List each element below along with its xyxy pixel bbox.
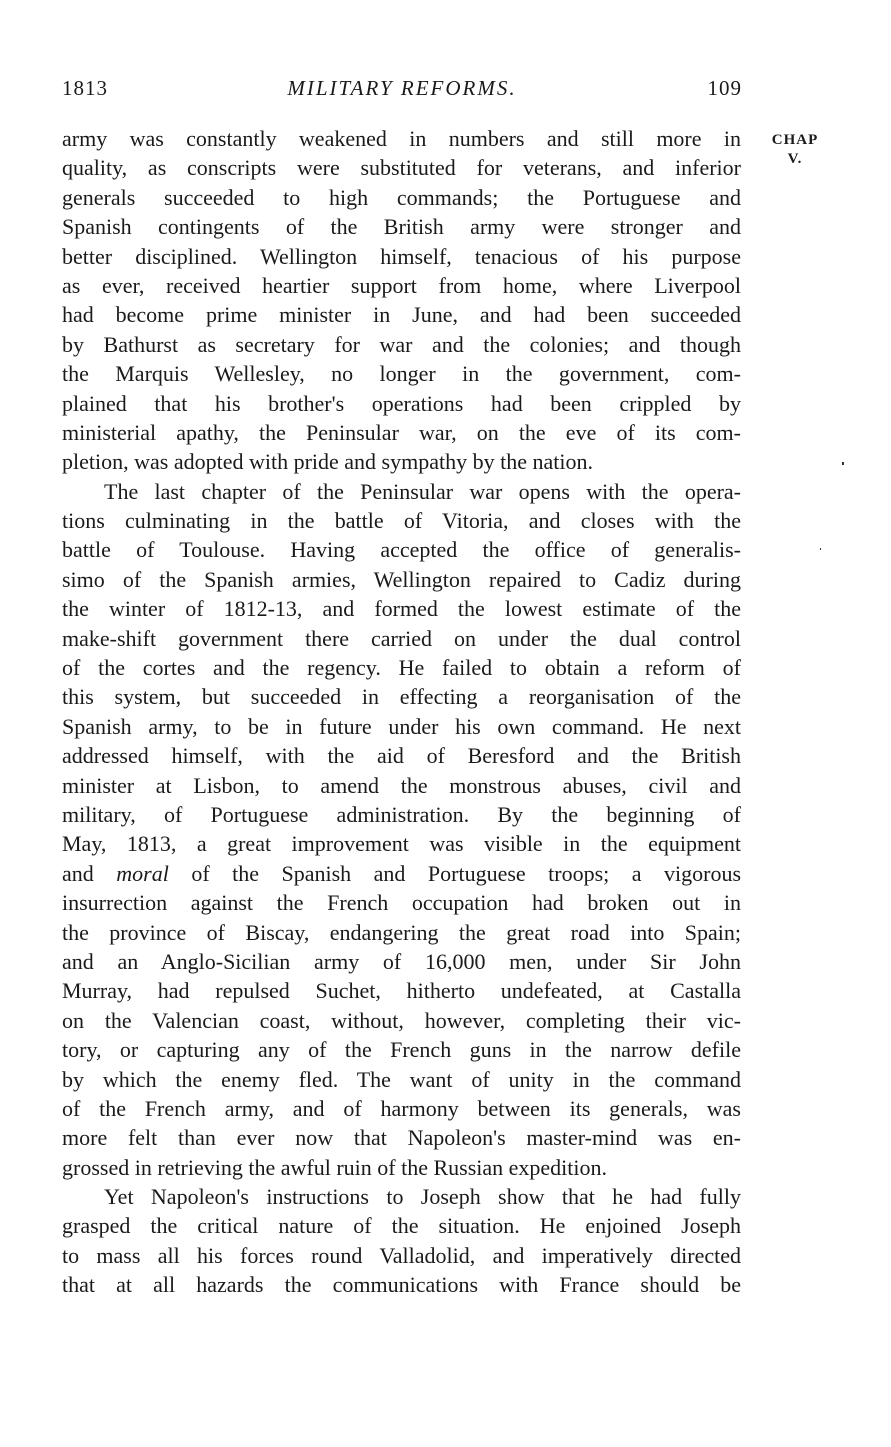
text-line: of the cortes and the regency. He failed to obtain a reform of [62,655,741,681]
header-title: MILITARY REFORMS. [287,76,517,100]
text-line: addressed himself, with the aid of Beresford and the British [62,743,741,769]
text-line: army was constantly weakened in numbers and still more in [62,126,741,151]
text-line: the province of Biscay, endangering the great road into Spain; [62,919,741,945]
running-header [62,76,742,108]
text-line: of the French army, and of harmony between its generals, was [62,1095,741,1121]
text-line: on the Valencian coast, without, however, completing their vic- [62,1007,741,1033]
text-line: Murray, had repulsed Suchet, hitherto undefeated, at Castalla [62,978,741,1004]
text-line: the Marquis Wellesley, no longer in the government, com- [62,361,741,387]
text-line: generals succeeded to high commands; the Portuguese and [62,184,741,210]
margin-note-number: V. [787,151,803,167]
text-line: tions culminating in the battle of Vitoria, and closes with the [62,508,741,534]
text-line: tory, or capturing any of the French guns in the narrow defile [62,1037,741,1063]
text-line: insurrection against the French occupation had broken out in [62,890,741,916]
text-line: grossed in retrieving the awful ruin of the Russian expedition. [62,1154,607,1180]
header-year: 1813 [62,76,108,100]
text-line: May, 1813, a great improvement was visible in the equipment [62,831,741,857]
text-line: this system, but succeeded in effecting a reorganisation of the [62,684,741,710]
text-line: had become prime minister in June, and had been succeeded [62,302,741,328]
text-line: by Bathurst as secretary for war and the colonies; and though [62,331,741,357]
text-line: grasped the critical nature of the situation. He enjoined Joseph [62,1213,741,1239]
text-line: simo of the Spanish armies, Wellington repaired to Cadiz during [62,566,741,592]
text-line-part: and [62,860,117,886]
text-line: the winter of 1812-13, and formed the lowest estimate of the [62,596,741,622]
text-line: minister at Lisbon, to amend the monstrous abuses, civil and [62,772,741,798]
text-line: pletion, was adopted with pride and sympathy by the nation. [62,449,593,475]
text-line [62,859,741,888]
text-line: better disciplined. Wellington himself, tenacious of his purpose [62,243,741,269]
print-speck [842,462,844,465]
text-line: to mass all his forces round Valladolid, and imperatively directed [62,1242,741,1268]
page-number: 109 [707,76,742,100]
italic-word: moral [116,860,169,886]
text-line-part: of the Spanish and Portuguese troops; a vigorous [168,860,742,886]
body-text [62,124,741,1300]
margin-note-chap: CHAP [771,132,819,148]
text-line: make-shift government there carried on under the dual control [62,625,741,651]
text-line: battle of Toulouse. Having accepted the office of generalis- [62,537,741,563]
text-line: Yet Napoleon's instructions to Joseph show that he had fully [104,1184,741,1210]
print-speck [820,548,821,550]
text-line: quality, as conscripts were substituted for veterans, and inferior [62,155,741,181]
text-line: that at all hazards the communications with France should be [62,1272,741,1298]
text-line: military, of Portuguese administration. By the beginning of [62,801,741,827]
text-line: as ever, received heartier support from home, where Liverpool [62,272,741,298]
text-line: The last chapter of the Peninsular war opens with the opera- [104,478,741,504]
text-line: more felt than ever now that Napoleon's master-mind was en- [62,1125,741,1151]
text-line: Spanish army, to be in future under his own command. He next [62,713,741,739]
text-line: and an Anglo-Sicilian army of 16,000 men, under Sir John [62,948,741,974]
text-line: Spanish contingents of the British army were stronger and [62,214,741,240]
text-line: plained that his brother's operations had been crippled by [62,390,741,416]
chapter-margin-note [760,131,830,169]
text-line: ministerial apathy, the Peninsular war, on the eve of its com- [62,419,741,445]
text-line: by which the enemy fled. The want of unity in the command [62,1066,741,1092]
